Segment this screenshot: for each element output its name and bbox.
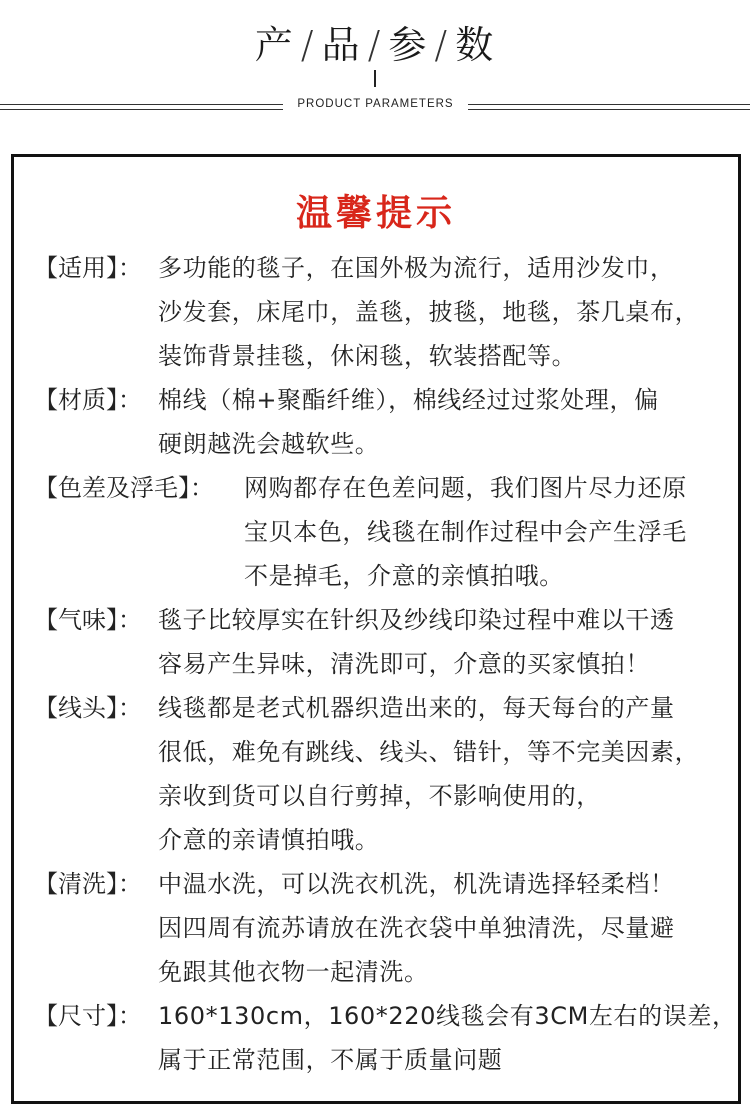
text-line: 160*130cm，160*220线毯会有3CM左右的误差， (158, 1002, 737, 1030)
text-line: 沙发套，床尾巾，盖毯，披毯，地毯，茶几桌布， (158, 298, 700, 326)
section-text (158, 253, 699, 385)
section-text (158, 693, 699, 869)
text-line: 不是掉毛，介意的亲慎拍哦。 (244, 562, 564, 590)
title-char: 产 (254, 23, 295, 67)
text-line: 多功能的毯子，在国外极为流行，适用沙发巾， (158, 254, 675, 282)
text-line: 毯子比较厚实在针织及纱线印染过程中难以干透 (158, 606, 675, 634)
text-line: 硬朗越洗会越软些。 (158, 430, 380, 458)
section-label: 【线头】： (34, 694, 142, 722)
section-text (158, 605, 675, 693)
subtitle-rule-left (0, 104, 283, 110)
text-line: 容易产生异味，清洗即可，介意的买家慎拍！ (158, 650, 650, 678)
text-line: 介意的亲请慎拍哦。 (158, 826, 380, 854)
section-label: 【材质】： (34, 386, 142, 414)
text-line: 属于正常范围，不属于质量问题 (158, 1046, 503, 1074)
title-separator: / (367, 23, 383, 67)
text-line: 很低，难免有跳线、线头、错针，等不完美因素， (158, 738, 700, 766)
section-text (158, 385, 659, 473)
section-text (158, 869, 675, 1001)
text-line: 中温水洗，可以洗衣机洗，机洗请选择轻柔档！ (158, 870, 675, 898)
title-char: 数 (455, 23, 496, 67)
text-line: 棉线（棉+聚酯纤维），棉线经过过浆处理，偏 (158, 386, 659, 414)
section-text (244, 473, 687, 605)
text-line: 因四周有流苏请放在洗衣袋中单独清洗，尽量避 (158, 914, 675, 942)
text-line: 装饰背景挂毯，休闲毯，软装搭配等。 (158, 342, 577, 370)
title-separator: / (300, 23, 316, 67)
page-title (0, 14, 750, 69)
text-line: 亲收到货可以自行剪掉，不影响使用的， (158, 782, 601, 810)
title-separator: / (434, 23, 450, 67)
section-label: 【色差及浮毛】： (34, 474, 214, 502)
notice-title: 温馨提示 (295, 193, 456, 234)
title-char: 品 (321, 23, 362, 67)
section-label: 【适用】： (34, 254, 142, 282)
text-line: 线毯都是老式机器织造出来的，每天每台的产量 (158, 694, 675, 722)
notice-box (11, 154, 741, 1104)
title-divider-bar (374, 70, 376, 87)
text-line: 免跟其他衣物一起清洗。 (158, 958, 429, 986)
title-char: 参 (388, 23, 429, 67)
section-label: 【清洗】： (34, 870, 142, 898)
page-subtitle: PRODUCT PARAMETERS (297, 98, 454, 110)
text-line: 宝贝本色，线毯在制作过程中会产生浮毛 (244, 518, 687, 546)
subtitle-rule-right (468, 104, 750, 110)
text-line: 网购都存在色差问题，我们图片尽力还原 (244, 474, 687, 502)
subtitle-row (0, 96, 750, 116)
section-label: 【气味】： (34, 606, 142, 634)
section-text (158, 1001, 737, 1089)
section-label: 【尺寸】： (34, 1002, 142, 1030)
